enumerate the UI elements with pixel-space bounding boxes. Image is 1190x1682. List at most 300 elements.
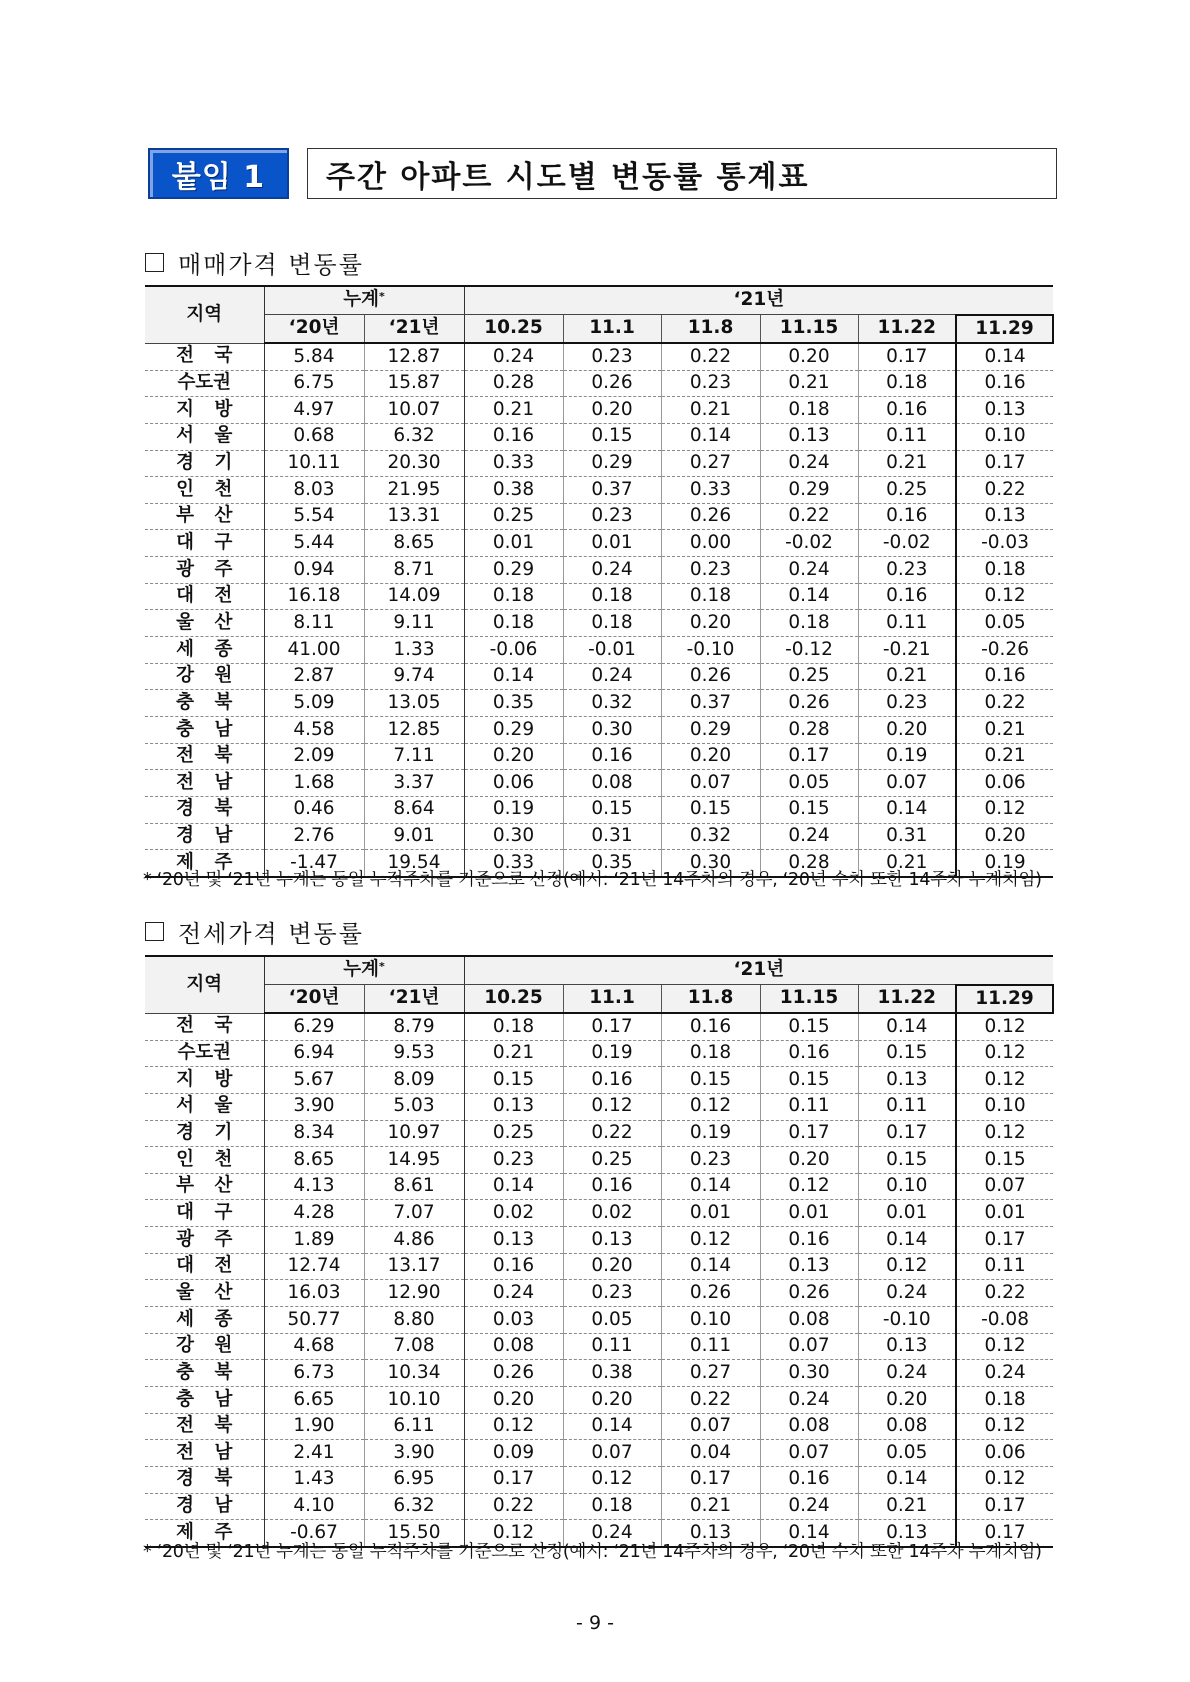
region-name-cell: 전 국: [145, 343, 264, 370]
weekly-value-cell: 0.15: [760, 1013, 858, 1040]
weekly-value-cell: 0.11: [563, 1333, 661, 1360]
weekly-value-cell: 0.20: [661, 610, 760, 637]
table-row: [145, 370, 1053, 397]
weekly-value-cell: 0.07: [661, 1413, 760, 1440]
cumulative-value-cell: 4.10: [264, 1493, 364, 1520]
weekly-value-cell: 0.13: [858, 1067, 956, 1094]
weekly-value-cell: 0.23: [563, 1280, 661, 1307]
weekly-value-cell: -0.10: [858, 1307, 956, 1334]
weekly-value-cell: 0.14: [661, 1253, 760, 1280]
cumulative-value-cell: 13.05: [364, 690, 464, 717]
weekly-value-cell: 0.20: [661, 743, 760, 770]
weekly-value-cell: 0.01: [464, 530, 563, 557]
weekly-value-cell: 0.17: [858, 1120, 956, 1147]
region-name-cell: 전 북: [145, 743, 264, 770]
region-name-cell: 대 구: [145, 530, 264, 557]
header-cum-2021: ‘21년: [364, 315, 464, 344]
weekly-value-cell: 0.21: [464, 1040, 563, 1067]
weekly-value-cell: 0.15: [661, 796, 760, 823]
weekly-value-cell: 0.35: [563, 850, 661, 877]
header-cum-2021: ‘21년: [364, 985, 464, 1014]
weekly-value-cell: 0.18: [464, 1013, 563, 1040]
weekly-value-cell: 0.17: [956, 1493, 1053, 1520]
cumulative-value-cell: 0.68: [264, 423, 364, 450]
weekly-value-cell: -0.08: [956, 1307, 1053, 1334]
table-row: [145, 637, 1053, 664]
weekly-value-cell: 0.14: [858, 796, 956, 823]
table-row: [145, 743, 1053, 770]
weekly-value-cell: 0.14: [661, 423, 760, 450]
weekly-value-cell: 0.08: [563, 770, 661, 797]
sale-price-table: [145, 285, 1054, 878]
table-row: [145, 423, 1053, 450]
weekly-value-cell: 0.18: [563, 1493, 661, 1520]
weekly-value-cell: 0.17: [956, 1520, 1053, 1547]
table-row: [145, 1200, 1053, 1227]
page-number: - 9 -: [576, 1612, 614, 1634]
weekly-value-cell: -0.06: [464, 637, 563, 664]
weekly-value-cell: 0.19: [661, 1120, 760, 1147]
cumulative-value-cell: 10.07: [364, 397, 464, 424]
cumulative-value-cell: 21.95: [364, 477, 464, 504]
region-name-cell: 전 남: [145, 770, 264, 797]
weekly-value-cell: 0.26: [661, 503, 760, 530]
cumulative-value-cell: 2.09: [264, 743, 364, 770]
weekly-value-cell: 0.16: [956, 370, 1053, 397]
weekly-value-cell: 0.07: [563, 1440, 661, 1467]
weekly-value-cell: 0.18: [661, 1040, 760, 1067]
weekly-value-cell: -0.01: [563, 637, 661, 664]
weekly-value-cell: 0.21: [464, 397, 563, 424]
header-week: 10.25: [464, 315, 563, 344]
weekly-value-cell: 0.31: [858, 823, 956, 850]
weekly-value-cell: 0.11: [858, 610, 956, 637]
weekly-value-cell: 0.27: [661, 1360, 760, 1387]
weekly-value-cell: 0.04: [661, 1440, 760, 1467]
region-name-cell: 부 산: [145, 1173, 264, 1200]
header-cum-2020: ‘20년: [264, 985, 364, 1014]
weekly-value-cell: 0.18: [760, 397, 858, 424]
cumulative-value-cell: 9.01: [364, 823, 464, 850]
cumulative-value-cell: 9.74: [364, 663, 464, 690]
table-row: [145, 716, 1053, 743]
page-title-box: [307, 148, 1057, 199]
weekly-value-cell: 0.13: [858, 1333, 956, 1360]
cumulative-value-cell: 8.03: [264, 477, 364, 504]
cumulative-value-cell: 4.68: [264, 1333, 364, 1360]
weekly-value-cell: 0.12: [464, 1413, 563, 1440]
table-row: [145, 477, 1053, 504]
weekly-value-cell: 0.20: [563, 1386, 661, 1413]
cumulative-value-cell: 9.53: [364, 1040, 464, 1067]
cumulative-value-cell: 3.37: [364, 770, 464, 797]
cumulative-value-cell: 20.30: [364, 450, 464, 477]
weekly-value-cell: 0.26: [760, 1280, 858, 1307]
region-name-cell: 서 울: [145, 1093, 264, 1120]
cumulative-value-cell: 3.90: [264, 1093, 364, 1120]
region-name-cell: 전 북: [145, 1413, 264, 1440]
cumulative-value-cell: 6.32: [364, 423, 464, 450]
region-name-cell: 수도권: [145, 1040, 264, 1067]
weekly-value-cell: 0.11: [661, 1333, 760, 1360]
weekly-value-cell: 0.16: [760, 1466, 858, 1493]
weekly-value-cell: 0.24: [760, 1493, 858, 1520]
cumulative-value-cell: 16.03: [264, 1280, 364, 1307]
cumulative-value-cell: 4.28: [264, 1200, 364, 1227]
table-row: [145, 610, 1053, 637]
header-week: 11.22: [858, 985, 956, 1014]
weekly-value-cell: 0.21: [858, 663, 956, 690]
cumulative-value-cell: -1.47: [264, 850, 364, 877]
header-week: 11.8: [661, 315, 760, 344]
weekly-value-cell: 0.23: [858, 690, 956, 717]
weekly-value-cell: 0.18: [464, 610, 563, 637]
weekly-value-cell: 0.21: [661, 397, 760, 424]
region-name-cell: 광 주: [145, 557, 264, 584]
cumulative-value-cell: -0.67: [264, 1520, 364, 1547]
sale-footnote: * ‘20년 및 ‘21년 누계는 동일 누적주차를 기준으로 산정(예시: ‘21년 14주차의 경우, ‘20년 수치 또한 14주차 누계치임): [143, 870, 1042, 890]
weekly-value-cell: 0.20: [760, 343, 858, 370]
weekly-value-cell: -0.03: [956, 530, 1053, 557]
weekly-value-cell: 0.05: [858, 1440, 956, 1467]
weekly-value-cell: 0.21: [956, 743, 1053, 770]
weekly-value-cell: 0.16: [563, 1067, 661, 1094]
table-row: [145, 823, 1053, 850]
region-name-cell: 대 전: [145, 1253, 264, 1280]
weekly-value-cell: 0.25: [464, 503, 563, 530]
weekly-value-cell: 0.30: [760, 1360, 858, 1387]
region-name-cell: 광 주: [145, 1227, 264, 1254]
weekly-value-cell: 0.13: [858, 1520, 956, 1547]
weekly-value-cell: 0.21: [956, 716, 1053, 743]
region-name-cell: 부 산: [145, 503, 264, 530]
cumulative-value-cell: 8.34: [264, 1120, 364, 1147]
weekly-value-cell: 0.13: [661, 1520, 760, 1547]
weekly-value-cell: 0.17: [858, 343, 956, 370]
header-week-highlighted: 11.29: [956, 315, 1053, 344]
cumulative-value-cell: 8.64: [364, 796, 464, 823]
weekly-value-cell: 0.30: [563, 716, 661, 743]
header-week: 11.15: [760, 985, 858, 1014]
weekly-value-cell: 0.10: [858, 1173, 956, 1200]
cumulative-value-cell: 13.17: [364, 1253, 464, 1280]
attachment-badge: [148, 148, 289, 199]
cumulative-value-cell: 7.07: [364, 1200, 464, 1227]
weekly-value-cell: 0.23: [563, 343, 661, 370]
cumulative-value-cell: 12.87: [364, 343, 464, 370]
weekly-value-cell: 0.07: [661, 770, 760, 797]
cumulative-value-cell: 4.97: [264, 397, 364, 424]
weekly-value-cell: 0.21: [858, 850, 956, 877]
weekly-value-cell: -0.10: [661, 637, 760, 664]
weekly-value-cell: 0.15: [760, 1067, 858, 1094]
weekly-value-cell: 0.19: [563, 1040, 661, 1067]
weekly-value-cell: 0.16: [760, 1227, 858, 1254]
cumulative-value-cell: 2.87: [264, 663, 364, 690]
header-week: 11.22: [858, 315, 956, 344]
weekly-value-cell: -0.21: [858, 637, 956, 664]
weekly-value-cell: 0.20: [760, 1147, 858, 1174]
header-region: 지역: [145, 286, 264, 343]
header-year-group: ‘21년: [464, 956, 1053, 985]
weekly-value-cell: 0.12: [956, 1040, 1053, 1067]
weekly-value-cell: 0.25: [760, 663, 858, 690]
region-name-cell: 세 종: [145, 637, 264, 664]
weekly-value-cell: 0.12: [956, 1413, 1053, 1440]
weekly-value-cell: 0.12: [956, 583, 1053, 610]
cumulative-value-cell: 8.65: [264, 1147, 364, 1174]
weekly-value-cell: 0.30: [464, 823, 563, 850]
page-title: 주간 아파트 시도별 변동률 통계표: [326, 159, 810, 195]
cumulative-value-cell: 7.08: [364, 1333, 464, 1360]
weekly-value-cell: 0.19: [858, 743, 956, 770]
table-row: [145, 450, 1053, 477]
cumulative-value-cell: 2.76: [264, 823, 364, 850]
weekly-value-cell: 0.17: [661, 1466, 760, 1493]
weekly-value-cell: 0.16: [563, 1173, 661, 1200]
weekly-value-cell: 0.21: [661, 1493, 760, 1520]
cumulative-value-cell: 8.61: [364, 1173, 464, 1200]
cumulative-value-cell: 8.71: [364, 557, 464, 584]
cumulative-value-cell: 4.86: [364, 1227, 464, 1254]
weekly-value-cell: 0.24: [563, 1520, 661, 1547]
region-name-cell: 경 기: [145, 450, 264, 477]
jeonse-price-table: [145, 955, 1054, 1548]
header-week-highlighted: 11.29: [956, 985, 1053, 1014]
table-row: [145, 796, 1053, 823]
weekly-value-cell: 0.13: [464, 1227, 563, 1254]
weekly-value-cell: 0.23: [464, 1147, 563, 1174]
weekly-value-cell: 0.06: [956, 770, 1053, 797]
weekly-value-cell: 0.19: [956, 850, 1053, 877]
weekly-value-cell: 0.12: [760, 1173, 858, 1200]
weekly-value-cell: 0.26: [661, 663, 760, 690]
weekly-value-cell: 0.21: [858, 1493, 956, 1520]
region-name-cell: 경 남: [145, 823, 264, 850]
weekly-value-cell: 0.18: [661, 583, 760, 610]
region-name-cell: 경 남: [145, 1493, 264, 1520]
weekly-value-cell: 0.01: [661, 1200, 760, 1227]
weekly-value-cell: 0.17: [956, 1227, 1053, 1254]
weekly-value-cell: 0.18: [956, 557, 1053, 584]
weekly-value-cell: 0.32: [661, 823, 760, 850]
weekly-value-cell: 0.20: [563, 1253, 661, 1280]
weekly-value-cell: 0.13: [563, 1227, 661, 1254]
weekly-value-cell: 0.20: [956, 823, 1053, 850]
weekly-value-cell: 0.23: [563, 503, 661, 530]
header-week: 11.1: [563, 315, 661, 344]
cumulative-value-cell: 16.18: [264, 583, 364, 610]
table-row: [145, 397, 1053, 424]
cumulative-value-cell: 5.44: [264, 530, 364, 557]
weekly-value-cell: 0.07: [858, 770, 956, 797]
weekly-value-cell: 0.16: [464, 1253, 563, 1280]
region-name-cell: 경 북: [145, 1466, 264, 1493]
region-name-cell: 제 주: [145, 1520, 264, 1547]
weekly-value-cell: 0.02: [563, 1200, 661, 1227]
region-name-cell: 경 기: [145, 1120, 264, 1147]
cumulative-value-cell: 0.46: [264, 796, 364, 823]
weekly-value-cell: 0.16: [858, 397, 956, 424]
weekly-value-cell: 0.20: [563, 397, 661, 424]
weekly-value-cell: 0.25: [858, 477, 956, 504]
table-row: [145, 1040, 1053, 1067]
weekly-value-cell: 0.15: [858, 1147, 956, 1174]
table-row: [145, 1093, 1053, 1120]
weekly-value-cell: 0.29: [661, 716, 760, 743]
region-name-cell: 대 구: [145, 1200, 264, 1227]
cumulative-value-cell: 4.13: [264, 1173, 364, 1200]
weekly-value-cell: 0.38: [464, 477, 563, 504]
weekly-value-cell: 0.33: [464, 850, 563, 877]
table-row: [145, 1147, 1053, 1174]
region-name-cell: 제 주: [145, 850, 264, 877]
weekly-value-cell: 0.08: [464, 1333, 563, 1360]
region-name-cell: 전 국: [145, 1013, 264, 1040]
cumulative-value-cell: 41.00: [264, 637, 364, 664]
weekly-value-cell: 0.13: [464, 1093, 563, 1120]
region-name-cell: 경 북: [145, 796, 264, 823]
weekly-value-cell: 0.08: [760, 1413, 858, 1440]
weekly-value-cell: 0.17: [760, 743, 858, 770]
weekly-value-cell: 0.24: [464, 1280, 563, 1307]
checkbox-square-icon: [145, 922, 164, 941]
weekly-value-cell: 0.15: [661, 1067, 760, 1094]
weekly-value-cell: 0.13: [760, 1253, 858, 1280]
weekly-value-cell: 0.25: [563, 1147, 661, 1174]
weekly-value-cell: 0.23: [661, 1147, 760, 1174]
cumulative-value-cell: 5.84: [264, 343, 364, 370]
weekly-value-cell: 0.18: [760, 610, 858, 637]
region-name-cell: 세 종: [145, 1307, 264, 1334]
cumulative-value-cell: 6.95: [364, 1466, 464, 1493]
weekly-value-cell: 0.14: [464, 663, 563, 690]
weekly-value-cell: 0.16: [464, 423, 563, 450]
weekly-value-cell: 0.14: [858, 1227, 956, 1254]
weekly-value-cell: 0.26: [563, 370, 661, 397]
cumulative-value-cell: 6.75: [264, 370, 364, 397]
weekly-value-cell: 0.29: [563, 450, 661, 477]
weekly-value-cell: 0.33: [464, 450, 563, 477]
weekly-value-cell: 0.07: [760, 1440, 858, 1467]
header-week: 11.1: [563, 985, 661, 1014]
region-name-cell: 울 산: [145, 1280, 264, 1307]
weekly-value-cell: 0.17: [464, 1466, 563, 1493]
cumulative-value-cell: 8.09: [364, 1067, 464, 1094]
cumulative-value-cell: 19.54: [364, 850, 464, 877]
weekly-value-cell: 0.12: [661, 1227, 760, 1254]
weekly-value-cell: 0.11: [858, 1093, 956, 1120]
header-cumulative: 누계*: [264, 956, 464, 985]
weekly-value-cell: 0.29: [464, 557, 563, 584]
weekly-value-cell: 0.24: [858, 1280, 956, 1307]
weekly-value-cell: 0.05: [956, 610, 1053, 637]
cumulative-value-cell: 6.29: [264, 1013, 364, 1040]
cumulative-value-cell: 9.11: [364, 610, 464, 637]
weekly-value-cell: 0.12: [956, 1013, 1053, 1040]
cumulative-value-cell: 12.85: [364, 716, 464, 743]
weekly-value-cell: 0.06: [956, 1440, 1053, 1467]
weekly-value-cell: 0.37: [661, 690, 760, 717]
weekly-value-cell: -0.02: [760, 530, 858, 557]
table-row: [145, 530, 1053, 557]
table-row: [145, 1333, 1053, 1360]
weekly-value-cell: 0.26: [661, 1280, 760, 1307]
weekly-value-cell: -0.26: [956, 637, 1053, 664]
weekly-value-cell: 0.24: [760, 450, 858, 477]
jeonse-section-heading: [145, 914, 364, 949]
region-name-cell: 충 남: [145, 1386, 264, 1413]
region-name-cell: 강 원: [145, 663, 264, 690]
weekly-value-cell: 0.16: [760, 1040, 858, 1067]
table-row: [145, 1013, 1053, 1040]
region-name-cell: 인 천: [145, 477, 264, 504]
weekly-value-cell: 0.33: [661, 477, 760, 504]
cumulative-value-cell: 1.68: [264, 770, 364, 797]
weekly-value-cell: 0.28: [464, 370, 563, 397]
weekly-value-cell: 0.01: [760, 1200, 858, 1227]
weekly-value-cell: 0.38: [563, 1360, 661, 1387]
weekly-value-cell: 0.12: [956, 796, 1053, 823]
header-week: 10.25: [464, 985, 563, 1014]
weekly-value-cell: 0.01: [858, 1200, 956, 1227]
cumulative-value-cell: 1.43: [264, 1466, 364, 1493]
jeonse-footnote: * ‘20년 및 ‘21년 누계는 동일 누적주차를 기준으로 산정(예시: ‘21년 14주차의 경우, ‘20년 수치 또한 14주차 누계치임): [143, 1542, 1042, 1562]
cumulative-value-cell: 12.74: [264, 1253, 364, 1280]
region-name-cell: 울 산: [145, 610, 264, 637]
weekly-value-cell: 0.15: [563, 796, 661, 823]
table-row: [145, 1280, 1053, 1307]
weekly-value-cell: 0.23: [661, 370, 760, 397]
table-row: [145, 690, 1053, 717]
weekly-value-cell: 0.22: [661, 1386, 760, 1413]
weekly-value-cell: 0.17: [956, 450, 1053, 477]
table-row: [145, 1253, 1053, 1280]
cumulative-value-cell: 8.80: [364, 1307, 464, 1334]
cumulative-value-cell: 0.94: [264, 557, 364, 584]
weekly-value-cell: 0.35: [464, 690, 563, 717]
weekly-value-cell: 0.14: [956, 343, 1053, 370]
weekly-value-cell: 0.02: [464, 1200, 563, 1227]
region-name-cell: 대 전: [145, 583, 264, 610]
weekly-value-cell: 0.17: [563, 1013, 661, 1040]
weekly-value-cell: 0.12: [956, 1333, 1053, 1360]
jeonse-table-body: [145, 1013, 1053, 1547]
table-row: [145, 503, 1053, 530]
weekly-value-cell: 0.03: [464, 1307, 563, 1334]
weekly-value-cell: 0.00: [661, 530, 760, 557]
weekly-value-cell: 0.18: [858, 370, 956, 397]
cumulative-value-cell: 15.50: [364, 1520, 464, 1547]
weekly-value-cell: 0.16: [858, 583, 956, 610]
weekly-value-cell: 0.21: [760, 370, 858, 397]
cumulative-value-cell: 1.90: [264, 1413, 364, 1440]
weekly-value-cell: 0.19: [464, 796, 563, 823]
attachment-badge-label: 붙임 1: [171, 159, 266, 195]
cumulative-value-cell: 8.65: [364, 530, 464, 557]
weekly-value-cell: 0.16: [661, 1013, 760, 1040]
weekly-value-cell: 0.24: [563, 663, 661, 690]
weekly-value-cell: 0.29: [760, 477, 858, 504]
cumulative-value-cell: 10.34: [364, 1360, 464, 1387]
cumulative-value-cell: 6.32: [364, 1493, 464, 1520]
cumulative-value-cell: 6.73: [264, 1360, 364, 1387]
cumulative-value-cell: 6.94: [264, 1040, 364, 1067]
cumulative-value-cell: 12.90: [364, 1280, 464, 1307]
cumulative-value-cell: 5.03: [364, 1093, 464, 1120]
weekly-value-cell: 0.12: [956, 1466, 1053, 1493]
weekly-value-cell: 0.23: [858, 557, 956, 584]
